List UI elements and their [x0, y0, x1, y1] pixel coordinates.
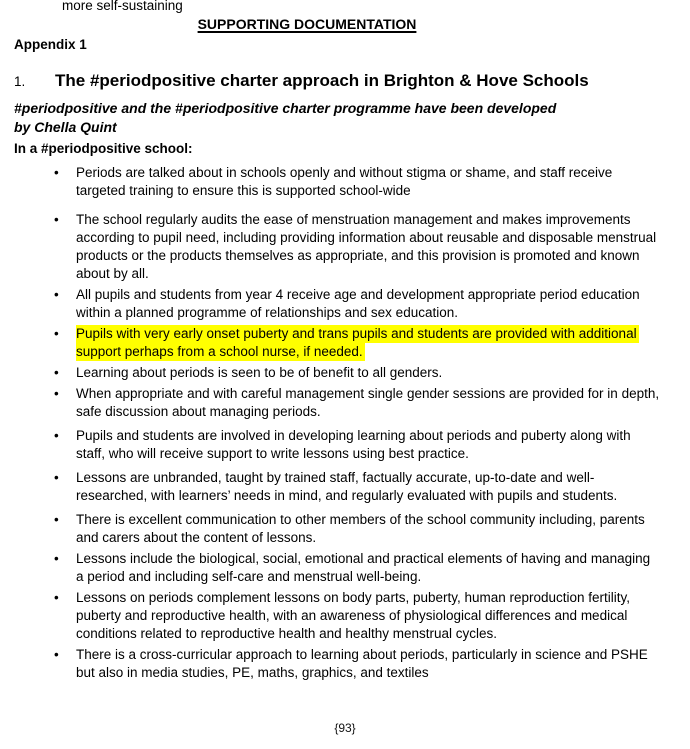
document-header: SUPPORTING DOCUMENTATION [197, 16, 417, 32]
credit-line-2: by Chella Quint [14, 119, 117, 135]
list-item: • Periods are talked about in schools openly and without stigma or shame, and staff receive targeted training to ensure this is supported school-wide [54, 164, 660, 200]
list-item: • Lessons are unbranded, taught by trained staff, factually accurate, up-to-date and well-researched, with learners’ needs in mind, and regularly evaluated with pupils and students. [54, 469, 660, 505]
appendix-label: Appendix 1 [14, 37, 87, 52]
page-number: {93} [334, 721, 356, 735]
list-intro: In a #periodpositive school: [14, 141, 193, 156]
list-item: • The school regularly audits the ease of menstruation management and makes improvements according to pupil need, including providing information about reusable and disposable menstrual products or the products themselves as appropriate, and this provision is promoted and known about by all. [54, 211, 660, 283]
section-number: 1. [14, 74, 26, 89]
list-item: • There is a cross-curricular approach to learning about periods, particularly in science and PSHE but also in media studies, PE, maths, graphics, and textiles [54, 646, 660, 682]
highlighted-list-item [54, 325, 660, 361]
section-heading [14, 72, 660, 91]
charter-bullet-list [14, 164, 660, 682]
highlighted-text: Pupils with very early onset puberty and trans pupils and students are provided with additional support perhaps from a school nurse, if needed. [76, 326, 637, 359]
list-item: • Lessons on periods complement lessons on body parts, puberty, human reproduction fertility, puberty and reproductive health, with an awareness of physiological differences and medical conditions related to reproductive health and healthy menstrual cycles. [54, 589, 660, 643]
list-item: • Lessons include the biological, social, emotional and practical elements of having and managing a period and including self-care and menstrual well-being. [54, 550, 660, 586]
top-partial-line: more self-sustaining [62, 0, 183, 13]
credit-line-1: #periodpositive and the #periodpositive charter programme have been developed [14, 100, 557, 116]
list-item: • Pupils and students are involved in developing learning about periods and puberty along with staff, who will receive support to write lessons using best practice. [54, 427, 660, 463]
section-title: The #periodpositive charter approach in Brighton & Hove Schools [55, 71, 589, 90]
list-item: • When appropriate and with careful management single gender sessions are provided for in depth, safe discussion about managing periods. [54, 385, 660, 421]
credit-line [14, 99, 660, 137]
list-item: • There is excellent communication to other members of the school community including, parents and carers about the content of lessons. [54, 511, 660, 547]
list-item: • All pupils and students from year 4 receive age and development appropriate period education within a planned programme of relationships and sex education. [54, 286, 660, 322]
list-item: • Learning about periods is seen to be of benefit to all genders. [54, 364, 660, 382]
